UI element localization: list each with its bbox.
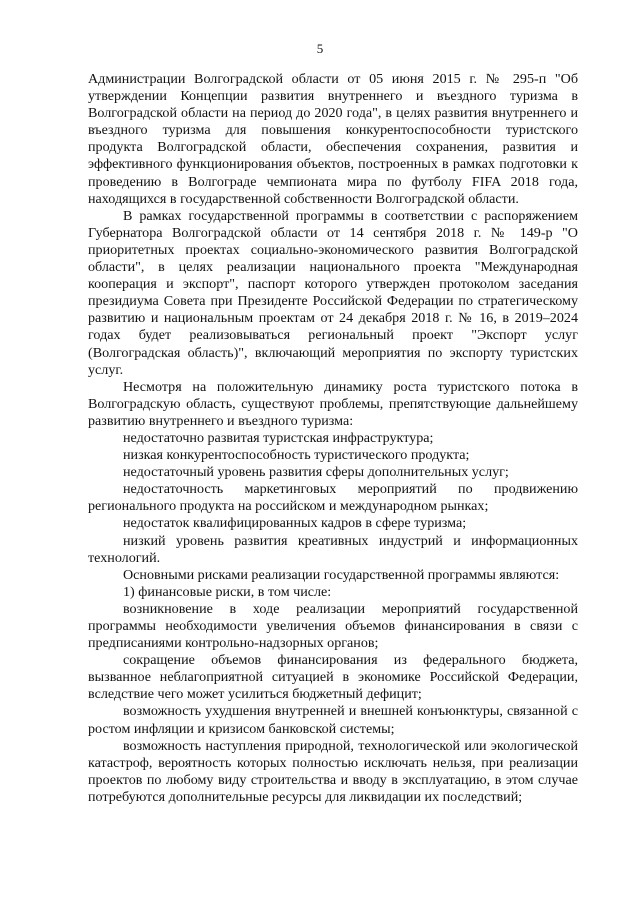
- page-number: 5: [316, 41, 324, 56]
- risk-item-market-conditions: возможность ухудшения внутренней и внешней конъюнктуры, связанной с ростом инфляции и кризисом банковской системы;: [88, 703, 578, 737]
- list-item-additional-services: недостаточный уровень развития сферы дополнительных услуг;: [123, 464, 509, 481]
- list-item-competitiveness: низкая конкурентоспособность туристического продукта;: [123, 447, 470, 464]
- paragraph-administration-concept: Администрации Волгоградской области от 05 июня 2015 г. № 295-п "Об утверждении Концепции развития внутреннего и въездного туризма в Волгоградской области на период до 2020 года", в целях развития внутреннего и въездного туризма для повышения конкурентоспособности туристского продукта Волгоградской области, обеспечения сохранения, развития и эффективного функционирования объектов, построенных в рамках подготовки к проведению в Волгограде чемпионата мира по футболу FIFA 2018 года, находящихся в государственной собственности Волгоградской области.: [88, 71, 578, 207]
- document-body: [88, 71, 578, 806]
- risk-item-catastrophe: возможность наступления природной, технологической или экологической катастроф, вероятность которых полностью исключать нельзя, при реализации проектов по любому виду строительства и вводу в эксплуатацию, в этом случае потребуются дополнительные ресурсы для ликвидации их последствий;: [88, 737, 578, 805]
- paragraph-tourism-problems-intro: Несмотря на положительную динамику роста туристского потока в Волгоградскую область, существуют проблемы, препятствующие дальнейшему развитию внутреннего и въездного туризма:: [88, 378, 578, 429]
- risk-item-financing-increase: возникновение в ходе реализации мероприятий государственной программы необходимости увеличения объемов финансирования в связи с предписаниями контрольно-надзорных органов;: [88, 600, 578, 652]
- paragraph-risks-intro: Основными рисками реализации государственной программы являются:: [123, 566, 560, 583]
- list-item-marketing: недостаточность маркетинговых мероприятий по продвижению регионального продукта на российском и международном рынках;: [88, 481, 578, 515]
- risk-heading-financial: 1) финансовые риски, в том числе:: [123, 583, 332, 600]
- list-item-infrastructure: недостаточно развитая туристская инфраструктура;: [123, 429, 434, 446]
- risk-item-federal-budget-cut: сокращение объемов финансирования из федерального бюджета, вызванное неблагоприятной ситуацией в экономике Российской Федерации, вследствие чего может усилиться бюджетный дефицит;: [88, 652, 578, 703]
- list-item-qualified-staff: недостаток квалифицированных кадров в сфере туризма;: [123, 515, 467, 532]
- paragraph-regional-export-project: В рамках государственной программы в соответствии с распоряжением Губернатора Волгоградской области от 14 сентября 2018 г. № 149-р "О приоритетных проектах социально-экономического развития Волгоградской области", в целях реализации национального проекта "Международная кооперация и экспорт", паспорт которого утвержден протоколом заседания президиума Совета при Президенте Российской Федерации по стратегическому развитию и национальным проектам от 24 декабря 2018 г. № 16, в 2019–2024 годах будет реализовываться региональный проект "Экспорт услуг (Волгоградская область)", включающий мероприятия по экспорту туристских услуг.: [88, 207, 578, 378]
- list-item-creative-industries: низкий уровень развития креативных индустрий и информационных технологий.: [88, 532, 578, 566]
